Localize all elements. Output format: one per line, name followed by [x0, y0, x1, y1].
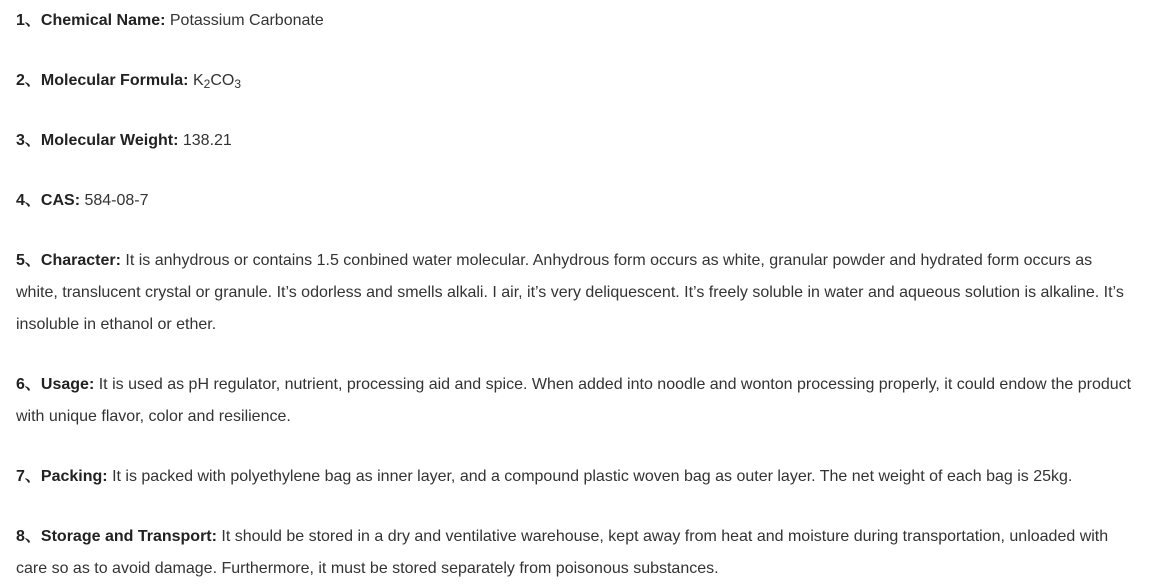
item-separator: 、: [24, 192, 41, 209]
item-label-text: Molecular Weight:: [40, 132, 179, 149]
spec-value: It is used as pH regulator, nutrient, processing aid and spice. When added into noodle and wonton processing properly, it could endow the product with unique flavor, color and resilience.: [16, 376, 1132, 425]
formula-part: K: [192, 72, 204, 89]
spec-label: [16, 376, 94, 393]
spec-label: [16, 12, 165, 29]
item-number: 4: [16, 192, 25, 209]
spec-item-chemical-name: [16, 5, 1134, 37]
spec-label: [16, 192, 80, 209]
spec-item-molecular-weight: [16, 125, 1134, 157]
item-separator: 、: [24, 12, 41, 29]
item-number: 1: [16, 12, 25, 29]
item-separator: 、: [24, 132, 41, 149]
item-separator: 、: [24, 376, 41, 393]
spec-item-cas: [16, 185, 1134, 217]
item-separator: 、: [24, 72, 41, 89]
spec-item-usage: [16, 369, 1134, 433]
spec-label: [16, 528, 217, 545]
spec-value: Potassium Carbonate: [169, 12, 324, 29]
item-number: 3: [16, 132, 25, 149]
spec-label: [16, 252, 121, 269]
item-number: 5: [16, 252, 25, 269]
spec-label: [16, 468, 108, 485]
spec-item-packing: [16, 461, 1134, 493]
item-label-text: Packing:: [40, 468, 108, 485]
item-label-text: Character:: [40, 252, 121, 269]
item-separator: 、: [24, 252, 41, 269]
spec-label: [16, 132, 178, 149]
spec-value: It is anhydrous or contains 1.5 conbined water molecular. Anhydrous form occurs as white, granular powder and hydrated form occurs as white, translucent crystal or granule. It’s odorless and smells alkali. I air, it’s very deliquescent. It’s freely soluble in water and aqueous solution is alkaline. It’s insoluble in ethanol or ether.: [16, 252, 1124, 333]
spec-item-character: [16, 245, 1134, 341]
item-label-text: Usage:: [40, 376, 95, 393]
item-label-text: CAS:: [40, 192, 81, 209]
spec-label: [16, 72, 189, 89]
spec-value: It is packed with polyethylene bag as inner layer, and a compound plastic woven bag as outer layer. The net weight of each bag is 25kg.: [112, 468, 1073, 485]
item-number: 8: [16, 528, 25, 545]
formula-subscript: 3: [234, 77, 241, 91]
spec-value: 138.21: [182, 132, 232, 149]
formula-value: [193, 72, 241, 89]
formula-part: CO: [210, 72, 235, 89]
formula-subscript: 2: [203, 77, 211, 91]
item-number: 6: [16, 376, 25, 393]
spec-value: 584-08-7: [84, 192, 149, 209]
item-separator: 、: [24, 528, 41, 545]
item-label-text: Storage and Transport:: [40, 528, 217, 545]
spec-value: It should be stored in a dry and ventilative warehouse, kept away from heat and moisture during transportation, unloaded with care so as to avoid damage. Furthermore, it must be stored separately from poisonous substances.: [16, 528, 1109, 577]
item-label-text: Chemical Name:: [40, 12, 166, 29]
spec-item-molecular-formula: [16, 65, 1134, 97]
item-number: 7: [16, 468, 25, 485]
spec-item-storage-transport: [16, 521, 1134, 585]
item-separator: 、: [24, 468, 41, 485]
item-number: 2: [16, 72, 25, 89]
item-label-text: Molecular Formula:: [40, 72, 189, 89]
